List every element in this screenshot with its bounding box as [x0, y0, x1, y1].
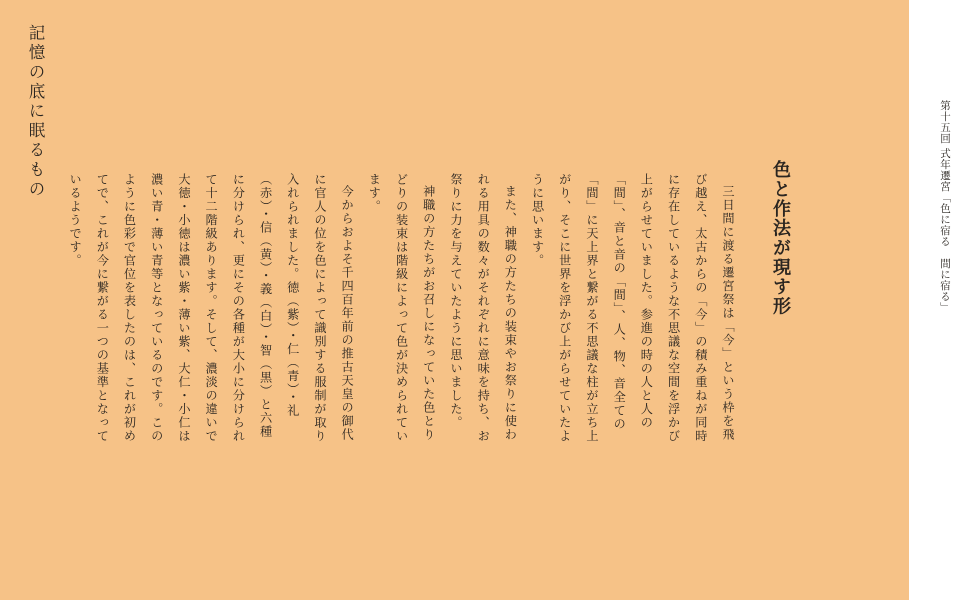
paragraph: 神職の方たちがお召しになっていた色とりどりの装束は階級によって色が決められています。: [367, 173, 436, 443]
paragraph: 三日間に渡る遷宮祭は「今」という枠を飛び越え、太古からの「今」の積み重ねが同時に存在しているような不思議な空間を浮かび上がらせていました。参進の時の人と人の「間」、音と音の「間」、人、物、音全ての「間」に天上界と繋がる不思議な柱が立ち上がり、そこに世界を浮かび上がらせていたように思います。: [530, 173, 735, 443]
side-caption: 第十五回 式年遷宮「色に宿る 間に宿る」: [939, 100, 951, 313]
side-panel: [909, 0, 980, 600]
corner-title: 記憶の底に眠るもの: [26, 24, 45, 200]
paragraph: 今からおよそ千四百年前の推古天皇の御代に官人の位を色によって識別する服制が取り入れられました。徳（紫）・仁（青）・礼（赤）・信（黄）・義（白）・智（黒）と六種に分けられ、更にその各種が大小に分けられて十二階級あります。そして、濃淡の違いで大徳・小徳は濃い紫・薄い紫、大仁・小仁は濃い青・薄い青等となっているのです。このように色彩で官位を表したのは、これが初めてで、これが今に繋がる一つの基準となっているようです。: [68, 173, 355, 443]
article-body: [61, 173, 741, 443]
section-heading: 色と作法が現す形: [770, 160, 791, 316]
paragraph: また、神職の方たちの装束やお祭りに使われる用具の数々がそれぞれに意味を持ち、お祭りに力を与えていたように思いました。: [448, 173, 518, 443]
